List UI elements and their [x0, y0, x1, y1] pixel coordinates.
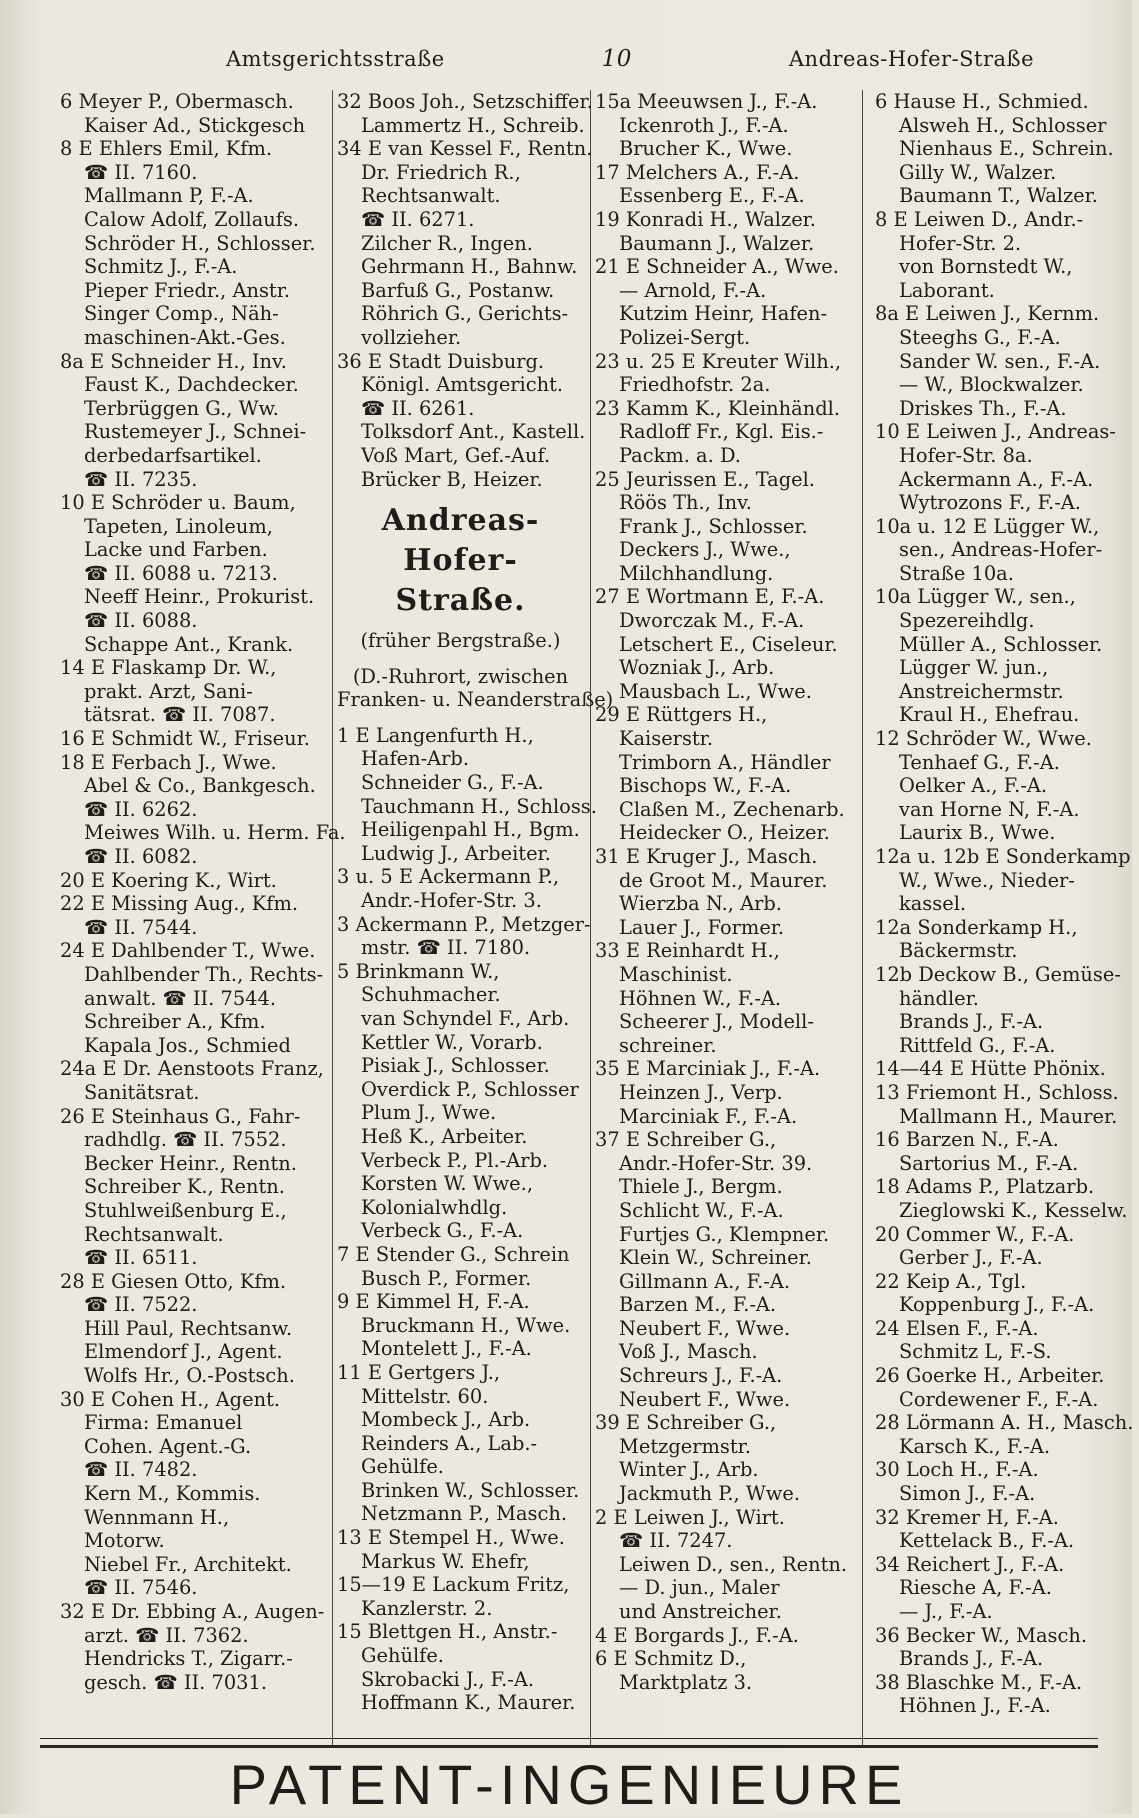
directory-entry: Schneider G., F.-A.	[361, 771, 544, 795]
directory-entry: 5 Brinkmann W.,	[337, 959, 500, 983]
directory-entry: 20 Commer W., F.-A.	[875, 1222, 1075, 1246]
directory-entry: 31 E Kruger J., Masch.	[595, 845, 818, 868]
directory-entry: Claßen M., Zechenarb.	[619, 797, 845, 821]
directory-entry: 19 Konradi H., Walzer.	[595, 207, 816, 231]
directory-entry: Neubert F., Wwe.	[619, 1387, 791, 1411]
column-4	[863, 90, 1139, 1745]
directory-entry: 39 E Schreiber G.,	[595, 1411, 777, 1435]
directory-entry: 27 E Wortmann E, F.-A.	[595, 585, 825, 609]
advertisement-banner: PATENT-INGENIEURE	[40, 1745, 1098, 1818]
directory-entry: Brands J., F.-A.	[899, 1647, 1044, 1671]
directory-entry: Kraul H., Ehefrau.	[899, 703, 1080, 727]
directory-entry: Metzgermstr.	[619, 1434, 751, 1458]
directory-entry: Rechtsanwalt.	[361, 184, 501, 208]
directory-entry: 23 Kamm K., Kleinhändl.	[595, 396, 840, 420]
directory-entry: Letschert E., Ciseleur.	[619, 632, 838, 656]
directory-entry: Lammertz H., Schreib.	[361, 113, 585, 137]
directory-entry: Heiligenpahl H., Bgm.	[361, 818, 580, 842]
directory-entry: Schreiber K., Rentn.	[84, 1175, 285, 1199]
directory-entry: vollzieher.	[361, 325, 462, 349]
directory-entry: 10 E Leiwen J., Andreas-	[875, 420, 1116, 444]
directory-entry: 8 E Leiwen D., Andr.-	[875, 207, 1084, 231]
column-2-bottom	[337, 723, 597, 1715]
directory-entry: Schmitz L, F.-S.	[899, 1340, 1052, 1364]
directory-entry: Schreiber A., Kfm.	[84, 1010, 266, 1034]
directory-entry: Cohen. Agent.-G.	[84, 1434, 252, 1458]
directory-entry: Sanitätsrat.	[84, 1080, 200, 1104]
directory-entry: Driskes Th., F.-A.	[899, 396, 1067, 420]
directory-entry: Markus W. Ehefr,	[361, 1549, 530, 1573]
directory-entry: Baumann J., Walzer.	[619, 231, 815, 255]
directory-entry: Lacke und Farben.	[84, 538, 268, 562]
directory-entry: Wierzba N., Arb.	[619, 892, 782, 916]
directory-entry: Kanzlerstr. 2.	[361, 1596, 493, 1620]
directory-entry: Dr. Friedrich R.,	[361, 160, 521, 184]
directory-entry: Lauer J., Former.	[619, 915, 785, 939]
directory-entry: 12a u. 12b E Sonderkamp	[875, 845, 1131, 868]
directory-entry: 10a Lügger W., sen.,	[875, 585, 1076, 609]
directory-entry: Gehülfe.	[361, 1644, 444, 1668]
directory-entry: Gehülfe.	[361, 1455, 444, 1479]
directory-entry: Baumann T., Walzer.	[899, 184, 1098, 208]
directory-entry: Rustemeyer J., Schnei-	[84, 420, 307, 444]
directory-entry: Höhnen W., F.-A.	[619, 986, 782, 1010]
directory-entry: Essenberg E., F.-A.	[619, 184, 805, 208]
directory-entry: 2 E Leiwen J., Wirt.	[595, 1505, 785, 1529]
directory-entry: Packm. a. D.	[619, 443, 741, 467]
directory-entry: Kaiserstr.	[619, 727, 713, 751]
directory-entry: Pisiak J., Schlosser.	[361, 1054, 550, 1078]
directory-entry: Kolonialwhdlg.	[361, 1195, 508, 1219]
directory-entry: 16 Barzen N., F.-A.	[875, 1128, 1059, 1152]
directory-entry: Koppenburg J., F.-A.	[899, 1293, 1095, 1317]
directory-entry: Terbrüggen G., Ww.	[84, 396, 279, 420]
directory-entry: Zilcher R., Ingen.	[361, 231, 533, 255]
directory-entry: Dworczak M., F.-A.	[619, 609, 805, 633]
directory-entry: Polizei-Sergt.	[619, 325, 751, 349]
directory-entry: Tauchmann H., Schloss.	[361, 794, 597, 818]
directory-entry: 13 Friemont H., Schloss.	[875, 1080, 1119, 1104]
directory-entry: Montelett J., F.-A.	[361, 1337, 532, 1361]
column-3	[591, 90, 863, 1745]
directory-entry: Netzmann P., Masch.	[361, 1502, 568, 1526]
directory-entry: de Groot M., Maurer.	[619, 868, 828, 892]
directory-entry: anwalt. ☎ II. 7544.	[84, 986, 277, 1010]
directory-entry: Schappe Ant., Krank.	[84, 632, 294, 656]
directory-entry: Lügger W. jun.,	[899, 656, 1049, 680]
directory-entry: ☎ II. 7546.	[84, 1576, 198, 1600]
directory-entry: schreiner.	[619, 1033, 717, 1057]
directory-entry: Hofer-Str. 2.	[899, 231, 1022, 255]
directory-entry: Rittfeld G., F.-A.	[899, 1033, 1056, 1057]
directory-entry: Ackermann A., F.-A.	[899, 467, 1094, 491]
directory-entry: Andr.-Hofer-Str. 3.	[361, 889, 542, 913]
directory-entry: arzt. ☎ II. 7362.	[84, 1623, 249, 1647]
directory-entry: Heidecker O., Heizer.	[619, 821, 830, 845]
directory-entry: 20 E Koering K., Wirt.	[60, 868, 277, 892]
directory-entry: Riesche A, F.-A.	[899, 1576, 1052, 1600]
directory-entry: 15 Blettgen H., Anstr.-	[337, 1620, 558, 1644]
directory-entry: Oelker A., F.-A.	[899, 774, 1048, 798]
directory-entry: Rechtsanwalt.	[84, 1222, 224, 1246]
directory-entry: 18 Adams P., Platzarb.	[875, 1175, 1095, 1199]
directory-entry: Straße 10a.	[899, 561, 1014, 585]
directory-entry: 3 u. 5 E Ackermann P.,	[337, 865, 560, 889]
directory-entry: Tenhaef G., F.-A.	[899, 750, 1060, 774]
directory-entry: van Horne N, F.-A.	[899, 797, 1080, 821]
directory-entry: 30 Loch H., F.-A.	[875, 1458, 1039, 1482]
header-left-street: Amtsgerichtsstraße	[226, 47, 445, 71]
directory-entry: van Schyndel F., Arb.	[361, 1007, 570, 1030]
directory-entry: ☎ II. 6511.	[84, 1246, 198, 1270]
directory-entry: Cordewener F., F.-A.	[899, 1387, 1099, 1411]
directory-entry: 12 Schröder W., Wwe.	[875, 727, 1092, 751]
directory-entry: Faust K., Dachdecker.	[84, 373, 299, 397]
directory-entry: — W., Blockwalzer.	[899, 373, 1084, 397]
directory-entry: 35 E Marciniak J., F.-A.	[595, 1057, 821, 1081]
street-former-name: (früher Bergstraße.)	[360, 629, 561, 653]
directory-entry: Kettler W., Vorarb.	[361, 1030, 543, 1054]
directory-entry: Brinken W., Schlosser.	[361, 1478, 580, 1502]
directory-entry: ☎ II. 6262.	[84, 797, 198, 821]
directory-entry: Brücker B, Heizer.	[361, 467, 543, 491]
directory-entry: Busch P., Former.	[361, 1266, 532, 1290]
directory-entry: 8 E Ehlers Emil, Kfm.	[60, 137, 273, 161]
directory-entry: 32 Boos Joh., Setzschiffer.	[337, 90, 593, 113]
directory-entry: Mallmann H., Maurer.	[899, 1104, 1118, 1128]
column-2	[333, 90, 614, 1745]
directory-entry: 14 E Flaskamp Dr. W.,	[60, 656, 277, 680]
directory-entry: 10 E Schröder u. Baum,	[60, 491, 296, 515]
directory-entry: Gilly W., Walzer.	[899, 160, 1057, 184]
directory-entry: 28 E Giesen Otto, Kfm.	[60, 1269, 287, 1293]
directory-entry: 37 E Schreiber G.,	[595, 1128, 777, 1152]
directory-entry: Winter J., Arb.	[619, 1458, 759, 1482]
directory-entry: Höhnen J., F.-A.	[899, 1694, 1051, 1718]
directory-entry: 32 E Dr. Ebbing A., Augen-	[60, 1600, 325, 1623]
street-heading-line1: Andreas-Hofer-	[381, 503, 540, 579]
directory-entry: Klein W., Schreiner.	[619, 1246, 812, 1270]
directory-entry: Röhrich G., Gerichts-	[361, 302, 569, 326]
street-heading-line2: Straße.	[395, 583, 526, 619]
directory-entry: Kern M., Kommis.	[84, 1482, 261, 1506]
directory-entry: Königl. Amtsgericht.	[361, 373, 564, 397]
directory-entry: 3 Ackermann P., Metzger-	[337, 912, 591, 936]
directory-entry: — Arnold, F.-A.	[619, 278, 767, 302]
directory-entry: ☎ II. 7544.	[84, 915, 198, 939]
directory-entry: 26 Goerke H., Arbeiter.	[875, 1364, 1105, 1388]
directory-entry: 38 Blaschke M., F.-A.	[875, 1670, 1083, 1694]
directory-entry: Leiwen D., sen., Rentn.	[619, 1552, 848, 1576]
directory-entry: 4 E Borgards J., F.-A.	[595, 1623, 799, 1647]
directory-entry: Jackmuth P., Wwe.	[619, 1482, 801, 1506]
directory-entry: von Bornstedt W.,	[899, 255, 1073, 279]
directory-entry: Müller A., Schlosser.	[899, 632, 1103, 656]
directory-entry: Kutzim Heinr, Hafen-	[619, 302, 828, 326]
directory-entry: Neubert F., Wwe.	[619, 1316, 791, 1340]
header-right-street: Andreas-Hofer-Straße	[788, 47, 1034, 71]
directory-entry: Singer Comp., Näh-	[84, 302, 279, 326]
directory-entry: Plum J., Wwe.	[361, 1101, 497, 1125]
directory-entry: Simon J., F.-A.	[899, 1482, 1036, 1506]
directory-entry: 32 Kremer H, F.-A.	[875, 1505, 1059, 1529]
directory-entry: Friedhofstr. 2a.	[619, 373, 771, 397]
directory-entry: Korsten W. Wwe.,	[361, 1172, 533, 1196]
directory-entry: Voß J., Masch.	[619, 1340, 758, 1364]
columns	[56, 90, 1134, 1745]
directory-entry: Mausbach L., Wwe.	[619, 679, 812, 703]
directory-entry: 6 Hause H., Schmied.	[875, 90, 1089, 113]
directory-entry: ☎ II. 7522.	[84, 1293, 198, 1317]
directory-entry: 16 E Schmidt W., Friseur.	[60, 727, 310, 751]
directory-entry: Kaiser Ad., Stickgesch	[84, 113, 306, 137]
directory-entry: Heß K., Arbeiter.	[361, 1124, 528, 1148]
directory-entry: Kettelack B., F.-A.	[899, 1529, 1075, 1553]
directory-entry: Tapeten, Linoleum,	[84, 514, 273, 538]
directory-entry: Neeff Heinr., Prokurist.	[84, 585, 315, 609]
directory-entry: Gerber J., F.-A.	[899, 1246, 1043, 1270]
directory-entry: Mombeck J., Arb.	[361, 1408, 531, 1432]
directory-entry: Radloff Fr., Kgl. Eis.-	[619, 420, 824, 444]
directory-entry: ☎ II. 6088 u. 7213.	[84, 561, 278, 585]
directory-entry: 36 Becker W., Masch.	[875, 1623, 1087, 1647]
street-location-1: (D.-Ruhrort, zwischen	[352, 664, 569, 688]
directory-entry: Calow Adolf, Zollaufs.	[84, 207, 300, 231]
directory-entry: W., Wwe., Nieder-	[899, 868, 1075, 892]
directory-entry: sen., Andreas-Hofer-	[899, 538, 1103, 562]
directory-entry: Verbeck G., F.-A.	[361, 1219, 524, 1243]
directory-entry: Wolfs Hr., O.-Postsch.	[84, 1364, 295, 1388]
directory-entry: 6 Meyer P., Obermasch.	[60, 90, 294, 113]
directory-entry: 24a E Dr. Aenstoots Franz,	[60, 1057, 324, 1081]
directory-entry: 22 E Missing Aug., Kfm.	[60, 892, 298, 916]
directory-entry: Schröder H., Schlosser.	[84, 231, 316, 255]
directory-entry: 34 E van Kessel F., Rentn.	[337, 137, 593, 161]
directory-entry: Firma: Emanuel	[84, 1411, 243, 1435]
directory-entry: 12b Deckow B., Gemüse-	[875, 962, 1121, 986]
directory-entry: prakt. Arzt, Sani-	[84, 679, 253, 703]
directory-entry: Röös Th., Inv.	[619, 491, 752, 515]
directory-entry: Milchhandlung.	[619, 561, 774, 585]
directory-entry: 24 E Dahlbender T., Wwe.	[60, 939, 316, 963]
directory-entry: kassel.	[899, 892, 967, 916]
directory-entry: Motorw.	[84, 1529, 165, 1553]
directory-entry: 25 Jeurissen E., Tagel.	[595, 467, 815, 491]
column-1	[56, 90, 346, 1745]
directory-entry: 30 E Cohen H., Agent.	[60, 1387, 281, 1411]
directory-entry: Barzen M., F.-A.	[619, 1293, 777, 1317]
directory-entry: Furtjes G., Klempner.	[619, 1222, 830, 1246]
directory-entry: 26 E Steinhaus G., Fahr-	[60, 1104, 301, 1128]
directory-entry: Hoffmann K., Maurer.	[361, 1691, 576, 1715]
page-header	[56, 46, 1094, 84]
directory-entry: Ludwig J., Arbeiter.	[361, 841, 551, 865]
directory-entry: Becker Heinr., Rentn.	[84, 1151, 297, 1175]
directory-entry: Schmitz J., F.-A.	[84, 255, 238, 279]
directory-entry: Wozniak J., Arb.	[619, 656, 775, 680]
directory-entry: Laurix B., Wwe.	[899, 821, 1056, 845]
directory-entry: Kapala Jos., Schmied	[84, 1033, 291, 1057]
directory-entry: Schreurs J., F.-A.	[619, 1364, 783, 1388]
directory-entry: 8a E Schneider H., Inv.	[60, 349, 287, 373]
directory-entry: Dahlbender Th., Rechts-	[84, 962, 324, 986]
directory-entry: Scheerer J., Modell-	[619, 1010, 814, 1034]
directory-entry: tätsrat. ☎ II. 7087.	[84, 703, 276, 727]
directory-entry: 14—44 E Hütte Phönix.	[875, 1057, 1106, 1081]
directory-entry: 7 E Stender G., Schrein	[337, 1242, 570, 1266]
directory-entry: Reinders A., Lab.-	[361, 1431, 538, 1455]
directory-entry: 9 E Kimmel H, F.-A.	[337, 1290, 530, 1314]
directory-entry: Pieper Friedr., Anstr.	[84, 278, 291, 302]
directory-entry: 34 Reichert J., F.-A.	[875, 1552, 1065, 1576]
directory-entry: 22 Keip A., Tgl.	[875, 1269, 1027, 1293]
directory-entry: Schlicht W., F.-A.	[619, 1198, 784, 1222]
directory-entry: Schuhmacher.	[361, 983, 501, 1007]
page-number: 10	[601, 46, 632, 72]
directory-entry: Marktplatz 3.	[619, 1670, 753, 1694]
directory-entry: Hendricks T., Zigarr.-	[84, 1647, 293, 1671]
directory-entry: 23 u. 25 E Kreuter Wilh.,	[595, 349, 842, 373]
directory-entry: 1 E Langenfurth H.,	[337, 723, 534, 747]
directory-entry: Wytrozons F., F.-A.	[899, 491, 1081, 515]
directory-entry: 11 E Gertgers J.,	[337, 1360, 501, 1384]
directory-entry: Abel & Co., Bankgesch.	[84, 774, 316, 798]
directory-entry: ☎ II. 6261.	[361, 396, 475, 420]
directory-entry: und Anstreicher.	[619, 1600, 782, 1623]
directory-entry: Trimborn A., Händler	[619, 750, 831, 774]
street-location-2: Franken- u. Neanderstraße)	[337, 688, 614, 712]
directory-entry: ☎ II. 6088.	[84, 609, 198, 633]
directory-entry: Sander W. sen., F.-A.	[899, 349, 1101, 373]
column-2-top	[337, 90, 593, 491]
directory-entry: 10a u. 12 E Lügger W.,	[875, 514, 1100, 538]
directory-entry: 33 E Reinhardt H.,	[595, 939, 780, 963]
directory-entry: Marciniak F., F.-A.	[619, 1104, 798, 1128]
directory-entry: ☎ II. 7482.	[84, 1458, 198, 1482]
directory-entry: Skrobacki J., F.-A.	[361, 1667, 534, 1691]
directory-entry: 8a E Leiwen J., Kernm.	[875, 302, 1100, 326]
directory-entry: derbedarfsartikel.	[84, 443, 262, 467]
directory-entry: Sartorius M., F.-A.	[899, 1151, 1079, 1175]
directory-entry: Elmendorf J., Agent.	[84, 1340, 283, 1364]
directory-entry: Bischops W., F.-A.	[619, 774, 792, 798]
directory-entry: ☎ II. 6271.	[361, 207, 475, 231]
directory-entry: ☎ II. 7247.	[619, 1529, 733, 1553]
directory-entry: Brands J., F.-A.	[899, 1010, 1044, 1034]
directory-entry: Brucher K., Wwe.	[619, 137, 793, 161]
directory-entry: Voß Mart, Gef.-Auf.	[361, 443, 551, 467]
directory-entry: 13 E Stempel H., Wwe.	[337, 1526, 565, 1550]
directory-entry: Thiele J., Bergm.	[619, 1175, 783, 1199]
directory-entry: 6 E Schmitz D.,	[595, 1647, 747, 1671]
directory-entry: 15a Meeuwsen J., F.-A.	[595, 90, 818, 113]
directory-entry: ☎ II. 7235.	[84, 467, 198, 491]
directory-entry: mstr. ☎ II. 7180.	[361, 936, 531, 960]
directory-entry: 24 Elsen F., F.-A.	[875, 1316, 1039, 1340]
directory-entry: 17 Melchers A., F.-A.	[595, 160, 800, 184]
directory-entry: Steeghs G., F.-A.	[899, 325, 1061, 349]
directory-entry: Hill Paul, Rechtsanw.	[84, 1316, 293, 1340]
directory-entry: 36 E Stadt Duisburg.	[337, 349, 545, 373]
directory-entry: 29 E Rüttgers H.,	[595, 703, 768, 727]
directory-entry: Gillmann A., F.-A.	[619, 1269, 790, 1293]
directory-entry: Bäckermstr.	[899, 939, 1018, 963]
directory-entry: 28 Lörmann A. H., Masch.	[875, 1411, 1134, 1435]
directory-entry: Mallmann P, F.-A.	[84, 184, 254, 208]
directory-entry: Verbeck P., Pl.-Arb.	[361, 1148, 549, 1172]
directory-entry: Barfuß G., Postanw.	[361, 278, 555, 302]
directory-entry: Overdick P., Schlosser	[361, 1077, 579, 1101]
directory-entry: Mittelstr. 60.	[361, 1384, 489, 1408]
directory-entry: Meiwes Wilh. u. Herm. Fa.	[84, 821, 346, 845]
directory-entry: Andr.-Hofer-Str. 39.	[619, 1151, 813, 1175]
directory-entry: Bruckmann H., Wwe.	[361, 1313, 571, 1337]
directory-entry: Gehrmann H., Bahnw.	[361, 255, 578, 279]
directory-entry: 21 E Schneider A., Wwe.	[595, 255, 839, 279]
directory-entry: 18 E Ferbach J., Wwe.	[60, 750, 277, 774]
directory-entry: Anstreichermstr.	[899, 679, 1064, 703]
directory-entry: — D. jun., Maler	[619, 1576, 780, 1600]
directory-entry: Laborant.	[899, 278, 995, 302]
directory-entry: radhdlg. ☎ II. 7552.	[84, 1128, 287, 1152]
directory-entry: 15—19 E Lackum Fritz,	[337, 1573, 570, 1597]
directory-entry: händler.	[899, 986, 979, 1010]
directory-entry: — J., F.-A.	[899, 1600, 993, 1623]
directory-entry: Frank J., Schlosser.	[619, 514, 808, 538]
directory-entry: Niebel Fr., Architekt.	[84, 1552, 292, 1576]
directory-entry: ☎ II. 6082.	[84, 845, 198, 868]
directory-entry: Heinzen J., Verp.	[619, 1080, 783, 1104]
directory-entry: 12a Sonderkamp H.,	[875, 915, 1078, 939]
directory-entry: Spezereihdlg.	[899, 609, 1035, 633]
directory-entry: maschinen-Akt.-Ges.	[84, 325, 286, 349]
directory-entry: Alsweh H., Schlosser	[899, 113, 1107, 137]
directory-entry: gesch. ☎ II. 7031.	[84, 1670, 267, 1694]
directory-entry: ☎ II. 7160.	[84, 160, 198, 184]
directory-entry: Hofer-Str. 8a.	[899, 443, 1033, 467]
directory-entry: Stuhlweißenburg E.,	[84, 1198, 287, 1222]
directory-entry: Maschinist.	[619, 962, 733, 986]
directory-entry: Wennmann H.,	[84, 1505, 230, 1529]
directory-entry: Nienhaus E., Schrein.	[899, 137, 1114, 161]
directory-entry: Tolksdorf Ant., Kastell.	[361, 420, 586, 444]
directory-entry: Deckers J., Wwe.,	[619, 538, 791, 562]
directory-entry: Ickenroth J., F.-A.	[619, 113, 789, 137]
directory-entry: Zieglowski K., Kesselw.	[899, 1198, 1128, 1222]
directory-entry: Hafen-Arb.	[361, 747, 470, 771]
directory-entry: Karsch K., F.-A.	[899, 1434, 1051, 1458]
